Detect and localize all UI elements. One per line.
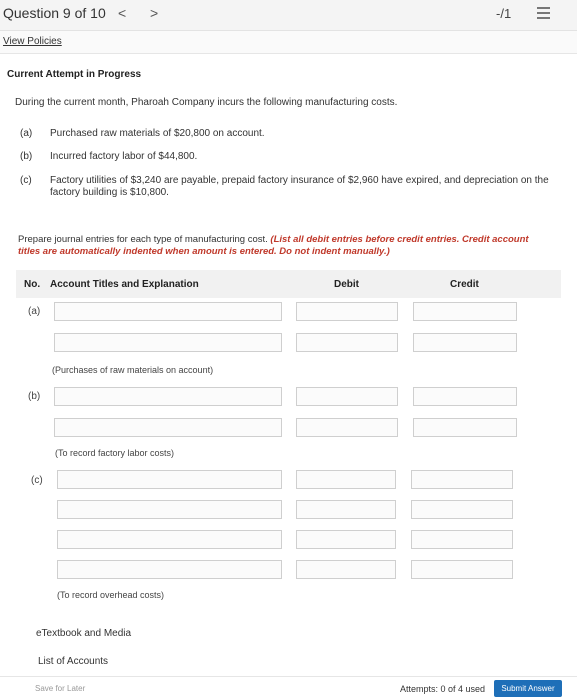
problem-intro: During the current month, Pharoah Company incurs the following manufacturing costs. xyxy=(15,97,398,108)
entry-note-a: (Purchases of raw materials on account) xyxy=(52,365,214,375)
debit-input-b1[interactable] xyxy=(296,387,398,406)
account-title-input-b1[interactable] xyxy=(54,387,282,406)
attempt-status: Current Attempt in Progress xyxy=(7,69,142,80)
credit-input-a2[interactable] xyxy=(413,333,517,352)
entry-label-c: (c) xyxy=(31,475,43,486)
item-text-b: Incurred factory labor of $44,800. xyxy=(50,151,198,162)
account-title-input-a2[interactable] xyxy=(54,333,282,352)
debit-input-b2[interactable] xyxy=(296,418,398,437)
account-title-input-c1[interactable] xyxy=(57,470,282,489)
account-title-input-a1[interactable] xyxy=(54,302,282,321)
credit-input-c1[interactable] xyxy=(411,470,513,489)
col-debit: Debit xyxy=(334,279,359,290)
list-of-accounts-link[interactable]: List of Accounts xyxy=(38,656,109,667)
view-policies-link[interactable]: View Policies xyxy=(3,36,62,47)
col-no: No. xyxy=(24,279,41,290)
debit-input-a2[interactable] xyxy=(296,333,398,352)
col-account: Account Titles and Explanation xyxy=(50,279,199,290)
instructions-emphasis: (List all debit entries before credit entries. Credit account titles are automatically indented when amount is entered. Do not indent manually.) xyxy=(18,234,529,257)
debit-input-a1[interactable] xyxy=(296,302,398,321)
prev-question-button[interactable]: < xyxy=(118,5,127,21)
account-title-input-c2[interactable] xyxy=(57,500,282,519)
footer-divider xyxy=(0,676,577,677)
item-letter-a: (a) xyxy=(20,128,33,139)
list-menu-icon[interactable] xyxy=(537,7,550,19)
next-question-button[interactable]: > xyxy=(150,5,159,21)
attempts-counter: Attempts: 0 of 4 used xyxy=(400,684,486,694)
instructions xyxy=(18,234,548,258)
etextbook-link[interactable]: eTextbook and Media xyxy=(36,628,132,639)
account-title-input-c4[interactable] xyxy=(57,560,282,579)
debit-input-c4[interactable] xyxy=(296,560,396,579)
submit-answer-button[interactable]: Submit Answer xyxy=(494,680,562,697)
item-text-a: Purchased raw materials of $20,800 on account. xyxy=(50,128,265,139)
debit-input-c3[interactable] xyxy=(296,530,396,549)
entry-note-b: (To record factory labor costs) xyxy=(55,448,175,458)
credit-input-b1[interactable] xyxy=(413,387,517,406)
account-title-input-c3[interactable] xyxy=(57,530,282,549)
entry-label-b: (b) xyxy=(28,391,41,402)
credit-input-c4[interactable] xyxy=(411,560,513,579)
col-credit: Credit xyxy=(450,279,479,290)
score-display: -/1 xyxy=(496,6,512,21)
credit-input-b2[interactable] xyxy=(413,418,517,437)
instructions-plain: Prepare journal entries for each type of manufacturing cost. xyxy=(18,234,271,245)
entry-label-a: (a) xyxy=(28,306,41,317)
policies-bar xyxy=(0,31,577,54)
item-text-c: Factory utilities of $3,240 are payable, prepaid factory insurance of $2,960 have expired, and depreciation on the factory building is $10,800. xyxy=(50,175,549,198)
account-title-input-b2[interactable] xyxy=(54,418,282,437)
credit-input-c3[interactable] xyxy=(411,530,513,549)
entry-note-c: (To record overhead costs) xyxy=(57,590,165,600)
credit-input-a1[interactable] xyxy=(413,302,517,321)
debit-input-c2[interactable] xyxy=(296,500,396,519)
save-for-later-button[interactable]: Save for Later xyxy=(35,684,86,693)
item-letter-c: (c) xyxy=(20,175,32,186)
credit-input-c2[interactable] xyxy=(411,500,513,519)
item-letter-b: (b) xyxy=(20,151,33,162)
question-label: Question 9 of 10 xyxy=(3,5,106,21)
debit-input-c1[interactable] xyxy=(296,470,396,489)
